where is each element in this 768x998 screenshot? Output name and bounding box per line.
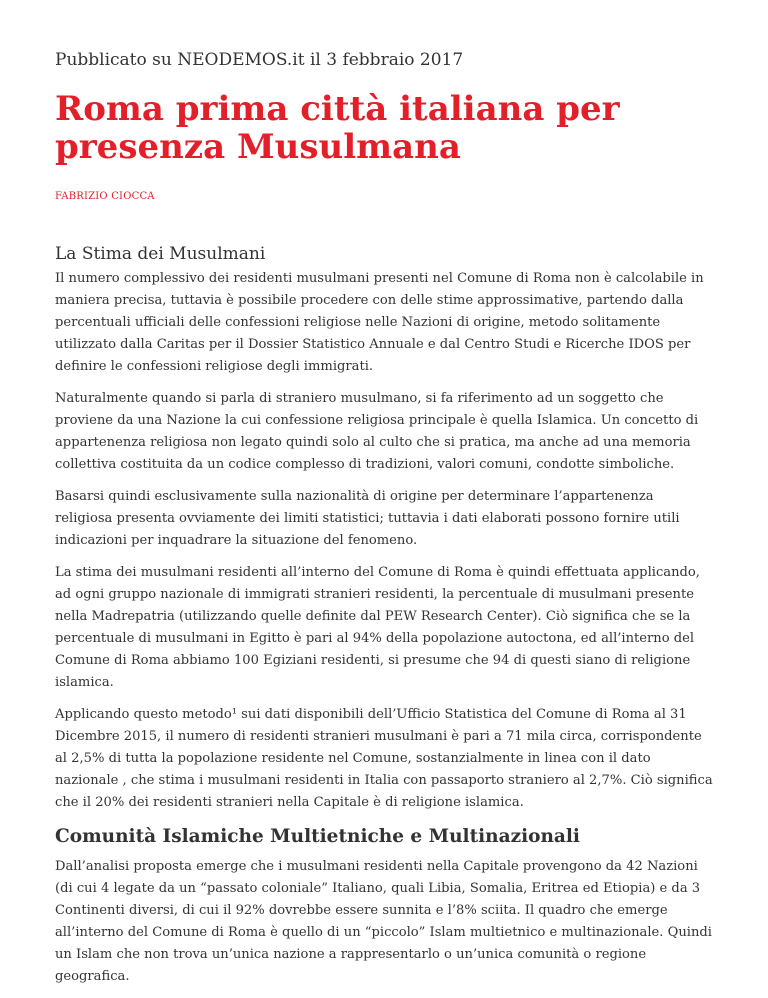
paragraph: Applicando questo metodo¹ sui dati disponibili dell’Ufficio Statistica del Comune di Roma al 31 Dicembre 2015, il numero di residenti stranieri musulmani è pari a 71 mila circa, corrispondente al 2,5% di tutta la popolazione residente nel Comune, sostanzialmente in linea con il dato nazionale , che stima i musulmani residenti in Italia con passaporto straniero al 2,7%. Ciò significa che il 20% dei residenti stranieri nella Capitale è di religione islamica. xyxy=(55,707,713,810)
paragraph: La stima dei musulmani residenti all’interno del Comune di Roma è quindi effettuata applicando, ad ogni gruppo nazionale di immigrati stranieri residenti, la percentuale di musulmani presente nella Madrepatria (utilizzando quelle definite dal PEW Research Center). Ciò significa che se la percentuale di musulmani in Egitto è pari al 94% della popolazione autoctona, ed all’interno del Comune di Roma abbiamo 100 Egiziani residenti, si presume che 94 di questi siano di religione islamica. xyxy=(55,565,700,690)
paragraph: Naturalmente quando si parla di straniero musulmano, si fa riferimento ad un soggetto che proviene da una Nazione la cui confessione religiosa principale è quella Islamica. Un concetto di appartenenza religiosa non legato quindi solo al culto che si pratica, ma anche ad una memoria collettiva costituita da un codice complesso di tradizioni, valori comuni, condotte simboliche. xyxy=(55,391,699,472)
article-title: Roma prima città italiana per presenza Musulmana xyxy=(55,89,620,167)
publication-line: Pubblicato su NEODEMOS.it il 3 febbraio 2017 xyxy=(55,50,464,70)
section-heading-comunita: Comunità Islamiche Multietniche e Multinazionali xyxy=(55,826,580,847)
section-heading-stima: La Stima dei Musulmani xyxy=(55,244,266,264)
article-body xyxy=(55,243,715,998)
paragraph: Basarsi quindi esclusivamente sulla nazionalità di origine per determinare l’appartenenza religiosa presenta ovviamente dei limiti statistici; tuttavia i dati elaborati possono fornire utili indicazioni per inquadrare la situazione del fenomeno. xyxy=(55,489,680,548)
author-name: FABRIZIO CIOCCA xyxy=(55,191,155,202)
paragraph: Il numero complessivo dei residenti musulmani presenti nel Comune di Roma non è calcolabile in maniera precisa, tuttavia è possibile procedere con delle stime approssimative, partendo dalla percentuali ufficiali delle confessioni religiose nelle Nazioni di origine, metodo solitamente utilizzato dalla Caritas per il Dossier Statistico Annuale e dal Centro Studi e Ricerche IDOS per definire le confessioni religiose degli immigrati. xyxy=(55,271,704,374)
paragraph: Dall’analisi proposta emerge che i musulmani residenti nella Capitale provengono da 42 Nazioni (di cui 4 legate da un “passato coloniale” Italiano, quali Libia, Somalia, Eritrea ed Etiopia) e da 3 Continenti diversi, di cui il 92% dovrebbe essere sunnita e l’8% sciita. Il quadro che emerge all’interno del Comune di Roma è quello di un “piccolo” Islam multietnico e multinazionale. Quindi un Islam che non trova un’unica nazione a rappresentarlo o un’unica comunità o regione geografica. xyxy=(55,859,712,984)
